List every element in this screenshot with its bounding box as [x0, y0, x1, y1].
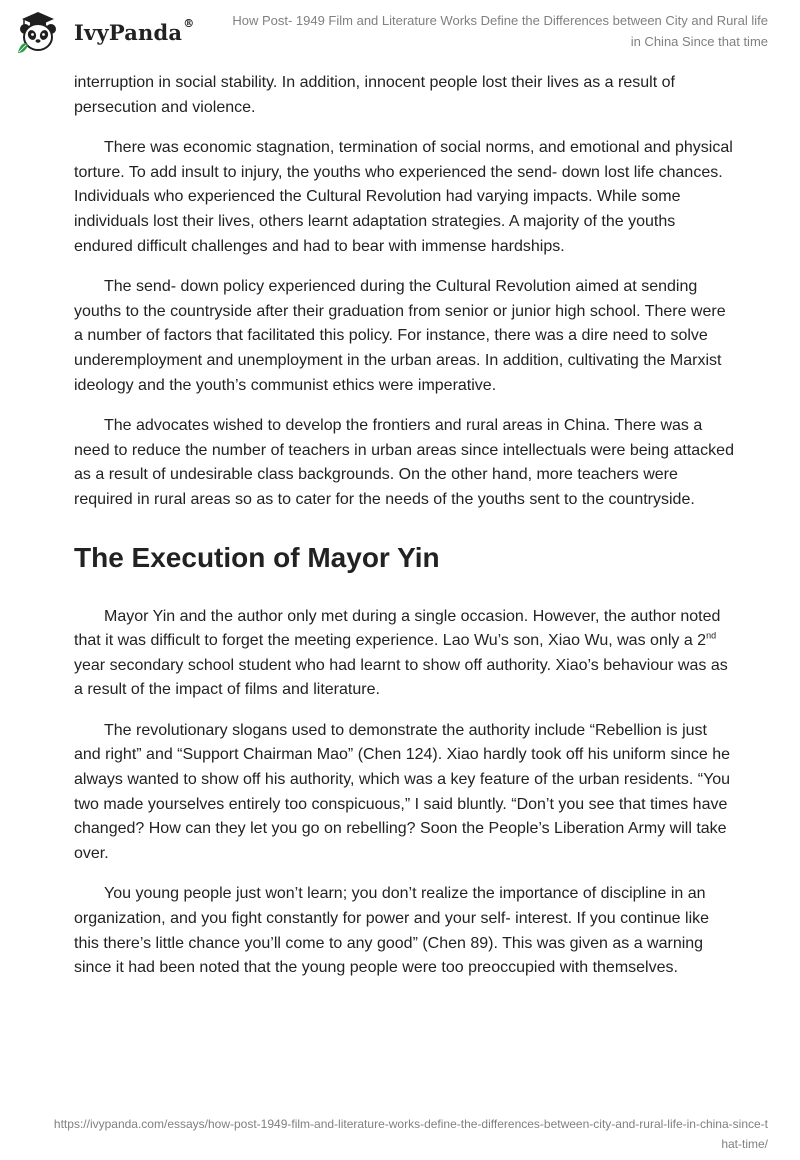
logo-wordmark: [74, 16, 195, 45]
registered-mark: ®: [183, 16, 195, 30]
paragraph-text: year secondary school student who had learnt to show off authority. Xiao’s behaviour was as a result of the impact of films and literature.: [74, 656, 728, 699]
paragraph: There was economic stagnation, termination of social norms, and emotional and physical torture. To add insult to injury, the youths who experienced the send- down lost life chances. Individuals who experienced the Cultural Revolution had varying impacts. While some individuals lost their lives, others learnt adaptation strategies. A majority of the youths endured difficult challenges and had to bear with immense hardships.: [74, 139, 733, 255]
page-header: [0, 0, 800, 64]
article-body: [74, 71, 734, 997]
section-heading: The Execution of Mayor Yin: [74, 541, 440, 573]
paragraph: interruption in social stability. In addition, innocent people lost their lives as a result of persecution and violence.: [74, 74, 675, 116]
document-title: How Post- 1949 Film and Literature Works Define the Differences between City and Rural life in China Since that time: [232, 13, 768, 49]
paragraph: The advocates wished to develop the frontiers and rural areas in China. There was a need to reduce the number of teachers in urban areas since intellectuals were being attacked as a result of undesirable class backgrounds. On the other hand, more teachers were required in rural areas so as to cater for the needs of the youths sent to the countryside.: [74, 417, 734, 508]
paragraph: The revolutionary slogans used to demonstrate the authority include “Rebellion is just and right” and “Support Chairman Mao” (Chen 124). Xiao hardly took off his uniform since he always wanted to show off his authority, which was a key feature of the urban residents. “You two made yourselves entirely too conspicuous,” I said bluntly. “Don’t you see that times have changed? How can they let you go on rebelling? Soon the People’s Liberation Army will take over.: [74, 721, 731, 862]
ivypanda-logo[interactable]: [16, 9, 194, 55]
source-url-link[interactable]: https://ivypanda.com/essays/how-post-1949-film-and-literature-works-define-the-differences-between-city-and-rural-life-in-china-since-that-time/: [53, 1117, 768, 1151]
ordinal-suffix: nd: [706, 630, 717, 641]
logo-name: IvyPanda: [74, 19, 183, 45]
paragraph: You young people just won’t learn; you don’t realize the importance of discipline in an organization, and you fight constantly for power and your self- interest. If you continue like this there’s little chance you’ll come to any good” (Chen 89). This was given as a warning since it had been noted that the young people were too preoccupied with themselves.: [74, 885, 710, 977]
paragraph: The send- down policy experienced during the Cultural Revolution aimed at sending youths to the countryside after their graduation from senior or junior high school. There were a number of factors that facilitated this policy. For instance, there was a dire need to solve underemployment and unemployment in the urban areas. In addition, cultivating the Marxist ideology and the youth’s communist ethics were imperative.: [74, 278, 726, 394]
paragraph-mayor-yin: [74, 605, 734, 703]
panda-graduate-icon: [16, 9, 64, 55]
paragraph-text: Mayor Yin and the author only met during a single occasion. However, the author noted that it was difficult to forget the meeting experience. Lao Wu’s son, Xiao Wu, was only a 2: [74, 607, 721, 650]
